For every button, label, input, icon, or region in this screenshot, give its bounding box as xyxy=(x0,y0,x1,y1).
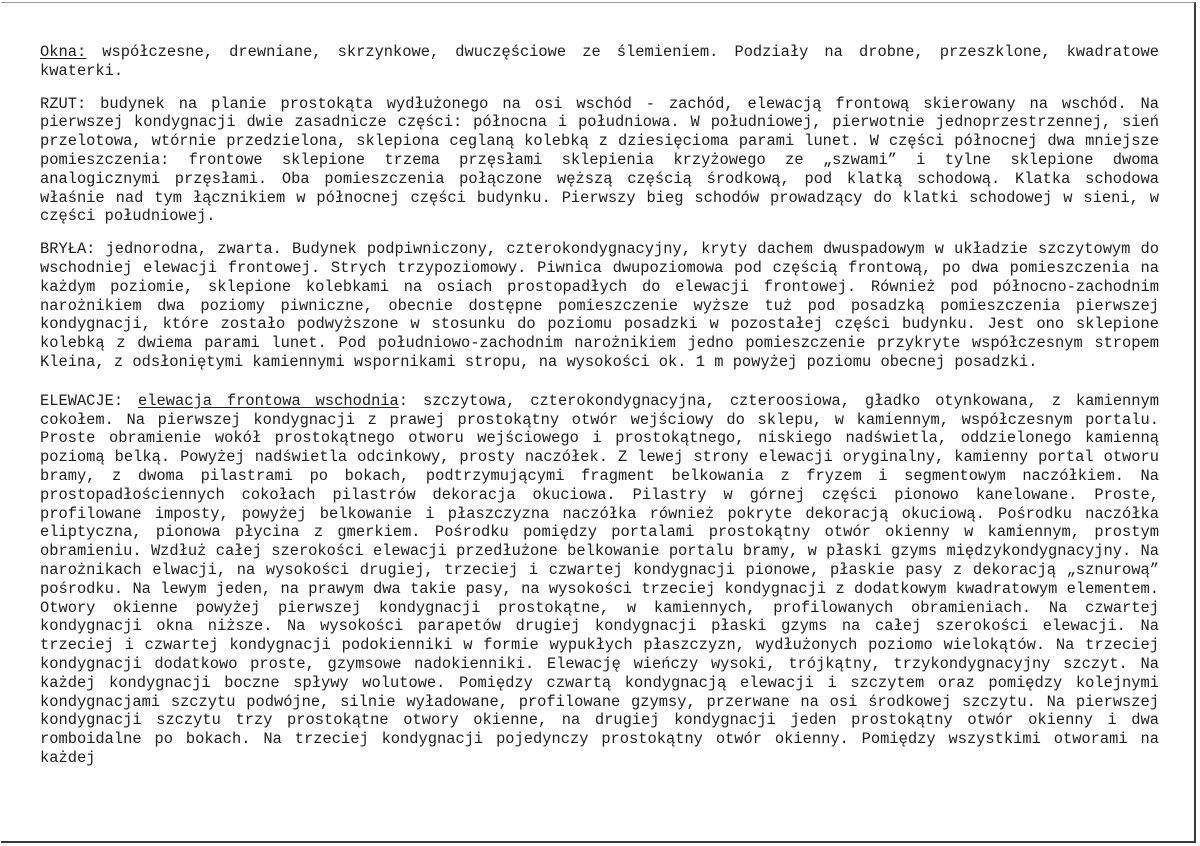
paragraph-bryla xyxy=(40,240,1159,372)
okna-label: Okna: xyxy=(40,43,87,61)
bryla-text: BRYŁA: jednorodna, zwarta. Budynek podpiwniczony, czterokondygnacyjny, kryty dachem dwuspadowym w układzie szczytowym do wschodniej elewacji frontowej. Strych trzypoziomowy. Piwnica dwupoziomowa pod częścią frontową, po dwa pomieszczenia na każdym poziomie, sklepione kolebkami na osiach prostopadłych do elewacji frontowej. Również pod północno-zachodnim narożnikiem dwa poziomy piwniczne, obecnie dostępne pomieszczenie wyższe tuż pod posadzką pomieszczenia pierwszej kondygnacji, które zostało podwyższone w stosunku do poziomu posadzki w pozostałej części budynku. Jest ono sklepione kolebką z dwiema parami lunet. Pod południowo-zachodnim narożnikiem jedno pomieszczenie przykryte współczesnym stropem Kleina, z odsłoniętymi kamiennymi wspornikami stropu, na wysokości ok. 1 m powyżej poziomu obecnej posadzki. xyxy=(40,240,1159,371)
rzut-text: RZUT: budynek na planie prostokąta wydłużonego na osi wschód - zachód, elewacją frontową skierowany na wschód. Na pierwszej kondygnacji dwie zasadnicze części: północna i południowa. W południowej, pierwotnie jednoprzestrzennej, sień przelotowa, wtórnie przedzielona, sklepiona ceglaną kolebką z dziesięcioma parami lunet. W części północnej dwa mniejsze pomieszczenia: frontowe sklepione trzema przęsłami sklepienia krzyżowego ze „szwami” i tylne sklepione dwoma analogicznymi przęsłami. Oba pomieszczenia połączone węższą częścią środkową, pod klatką schodową. Klatka schodowa właśnie nad tym łącznikiem w północnej części budynku. Pierwszy bieg schodów prowadzący do klatki schodowej w sieni, w części południowej. xyxy=(40,94,1159,226)
document-sheet xyxy=(1,2,1196,843)
elewacje-text: : szczytowa, czterokondygnacyjna, czteroosiowa, gładko otynkowana, z kamiennym cokołem. Na pierwszej kondygnacji z prawej prostokątny otwór wejściowy do sklepu, w kamiennym, współczesnym portalu. Proste obramienie wokół prostokątnego otworu wejściowego i prostokątnego, niskiego nadświetla, oddzielonego kamienną poziomą belką. Powyżej nadświetla odcinkowy, prosty naczółek. Z lewej strony elewacji oryginalny, kamienny portal otworu bramy, z dwoma pilastrami po bokach, podtrzymującymi fragment belkowania z fryzem i segmentowym naczółkiem. Na prostopadłościennych cokołach pilastrów dekoracja okuciowa. Pilastry w górnej części pionowo kanelowane. Proste, profilowane imposty, powyżej belkowanie i płaszczyzna naczółka również pokryte dekoracją okuciową. Pośrodku naczółka eliptyczna, pionowa płycina z gmerkiem. Pośrodku pomiędzy portalami prostokątny otwór okienny w kamiennym, prostym obramieniu. Wzdłuż całej szerokości elewacji przedłużone belkowanie portalu bramy, w płaski gzyms międzykondygnacyjny. Na narożnikach elwacji, na wysokości drugiej, trzeciej i czwartej kondygnacji pionowe, płaskie pasy z dekoracją „sznurową” pośrodku. Na lewym jeden, na prawym dwa takie pasy, na wysokości trzeciej kondygnacji z dodatkowym kwadratowym elementem. Otwory okienne powyżej pierwszej kondygnacji prostokątne, w kamiennych, profilowanych obramieniach. Na czwartej kondygnacji okna niższe. Na wysokości parapetów drugiej kondygnacji płaski gzyms na całej szerokości elewacji. Na trzeciej i czwartej kondygnacji podokienniki w formie wypukłych płaszczyzn, wydłużonych poziomo wielokątów. Na trzeciej kondygnacji dodatkowo proste, gzymsowe nadokienniki. Elewację wieńczy wysoki, trójkątny, trzykondygnacyjny szczyt. Na każdej kondygnacji boczne spływy wolutowe. Pomiędzy czwartą kondygnacją elewacji i szczytem oraz pomiędzy kolejnymi kondygnacjami szczytu podwójne, silnie wyładowane, profilowane gzymsy, przerwane na osi środkowej szczytu. Na pierwszej kondygnacji szczytu trzy prostokątne otwory okienne, na drugiej kondygnacji jeden prostokątny otwór okienny i dwa romboidalne po bokach. Na trzeciej kondygnacji pojedynczy prostokątny otwór okienny. Pomiędzy wszystkimi otworami na każdej xyxy=(40,391,1159,767)
paragraph-rzut xyxy=(40,95,1159,227)
document-body xyxy=(40,43,1159,782)
paragraph-elewacje xyxy=(40,392,1159,768)
paragraph-okna xyxy=(40,43,1159,81)
elewacje-prefix: ELEWACJE: xyxy=(40,391,139,410)
okna-text: współczesne, drewniane, skrzynkowe, dwuczęściowe ze ślemieniem. Podziały na drobne, przeszklone, kwadratowe kwaterki. xyxy=(40,43,1159,80)
elewacje-label: elewacja frontowa wschodnia xyxy=(138,391,399,410)
